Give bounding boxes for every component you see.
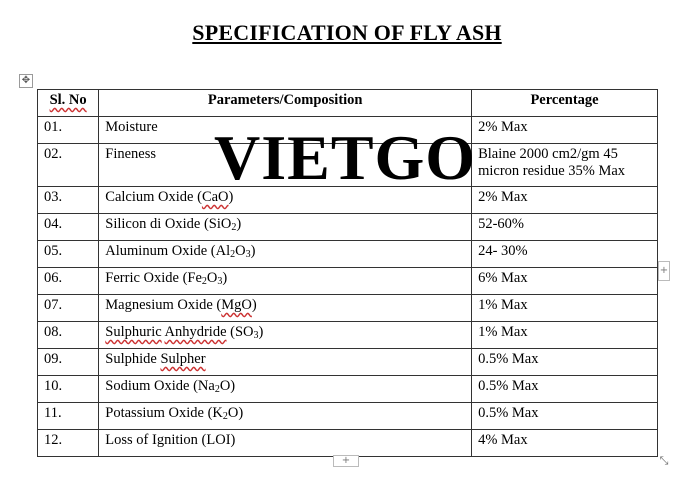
parameter-formula: CaO (201, 189, 229, 205)
specification-table (37, 89, 658, 457)
row-number: 12. (38, 430, 99, 457)
row-number: 05. (38, 241, 99, 268)
add-column-plus-icon[interactable]: + (658, 261, 670, 281)
header-sl-no-text: Sl. No (49, 92, 87, 108)
parameter-formula: MgO (221, 297, 252, 313)
add-row-plus-icon[interactable]: + (333, 455, 359, 467)
row-parameter (99, 376, 472, 403)
row-percentage: 0.5% Max (472, 403, 658, 430)
row-percentage: 0.5% Max (472, 376, 658, 403)
parameter-text-end: ) (236, 216, 242, 232)
parameter-text-end: O) (219, 378, 236, 394)
header-percentage: Percentage (472, 90, 658, 117)
row-parameter (99, 187, 472, 214)
row-percentage: 4% Max (472, 430, 658, 457)
parameter-text: Magnesium Oxide ( (105, 297, 222, 313)
row-percentage: 1% Max (472, 295, 658, 322)
subscript: 2 (222, 411, 228, 422)
vietgo-watermark: VIETGO (214, 122, 477, 193)
row-percentage: 6% Max (472, 268, 658, 295)
parameter-formula: Anhydride (164, 324, 227, 340)
row-percentage: 2% Max (472, 187, 658, 214)
row-number: 10. (38, 376, 99, 403)
subscript: 2 (230, 249, 236, 260)
subscript: 3 (245, 249, 251, 260)
table-row (38, 403, 658, 430)
row-number: 02. (38, 144, 99, 187)
row-number: 08. (38, 322, 99, 349)
parameter-text: Aluminum Oxide (Al (105, 243, 231, 259)
header-sl-no (38, 90, 99, 117)
row-parameter (99, 214, 472, 241)
row-percentage: 0.5% Max (472, 349, 658, 376)
parameter-text-end: ) (251, 297, 257, 313)
row-parameter: Loss of Ignition (LOI) (99, 430, 472, 457)
parameter-text: Silicon di Oxide (SiO (105, 216, 232, 232)
table-row (38, 322, 658, 349)
subscript: 3 (253, 330, 259, 341)
row-percentage: 52-60% (472, 214, 658, 241)
row-parameter: Fineness (99, 144, 472, 187)
parameter-text: Calcium Oxide ( (105, 189, 202, 205)
parameter-text-end: ) (228, 189, 234, 205)
row-number: 03. (38, 187, 99, 214)
table-resize-handle-icon[interactable]: ⤡ (659, 454, 669, 467)
header-parameters: Parameters/Composition (99, 90, 472, 117)
table-row (38, 430, 658, 457)
parameter-text: Sulphide (105, 351, 157, 367)
row-parameter (99, 268, 472, 295)
parameter-text-mid: O (235, 243, 246, 259)
row-number: 01. (38, 117, 99, 144)
row-parameter (99, 322, 472, 349)
table-row (38, 295, 658, 322)
parameter-text: Potassium Oxide (K (105, 405, 223, 421)
parameter-text: Sulphuric (105, 324, 162, 340)
table-row (38, 117, 658, 144)
parameter-text-end: O) (227, 405, 244, 421)
parameter-text-end: ) (258, 324, 264, 340)
row-parameter (99, 349, 472, 376)
parameter-text-end: ) (222, 270, 228, 286)
row-parameter: Moisture (99, 117, 472, 144)
row-number: 06. (38, 268, 99, 295)
subscript: 2 (201, 276, 207, 287)
subscript: 2 (231, 222, 237, 233)
table-row (38, 241, 658, 268)
row-percentage: 24- 30% (472, 241, 658, 268)
parameter-text-mid: O (206, 270, 218, 286)
row-parameter (99, 241, 472, 268)
parameter-formula: Sulpher (160, 351, 206, 367)
table-row (38, 376, 658, 403)
table-header-row (38, 90, 658, 117)
row-percentage: 1% Max (472, 322, 658, 349)
parameter-text-mid: (SO (226, 324, 254, 340)
table-move-handle-icon[interactable]: ✥ (19, 74, 33, 88)
row-number: 09. (38, 349, 99, 376)
table-row (38, 214, 658, 241)
subscript: 2 (214, 384, 220, 395)
row-number: 04. (38, 214, 99, 241)
row-parameter (99, 403, 472, 430)
table-row (38, 268, 658, 295)
parameter-text: Ferric Oxide (Fe (105, 270, 202, 286)
parameter-text-end: ) (250, 243, 256, 259)
subscript: 3 (217, 276, 223, 287)
row-percentage: Blaine 2000 cm2/gm 45 micron residue 35% Max (472, 144, 658, 187)
table-row (38, 144, 658, 187)
row-number: 11. (38, 403, 99, 430)
row-number: 07. (38, 295, 99, 322)
table-row (38, 187, 658, 214)
document-title: SPECIFICATION OF FLY ASH (192, 20, 502, 45)
row-percentage: 2% Max (472, 117, 658, 144)
row-parameter (99, 295, 472, 322)
table-row (38, 349, 658, 376)
parameter-text: Sodium Oxide (Na (105, 378, 215, 394)
